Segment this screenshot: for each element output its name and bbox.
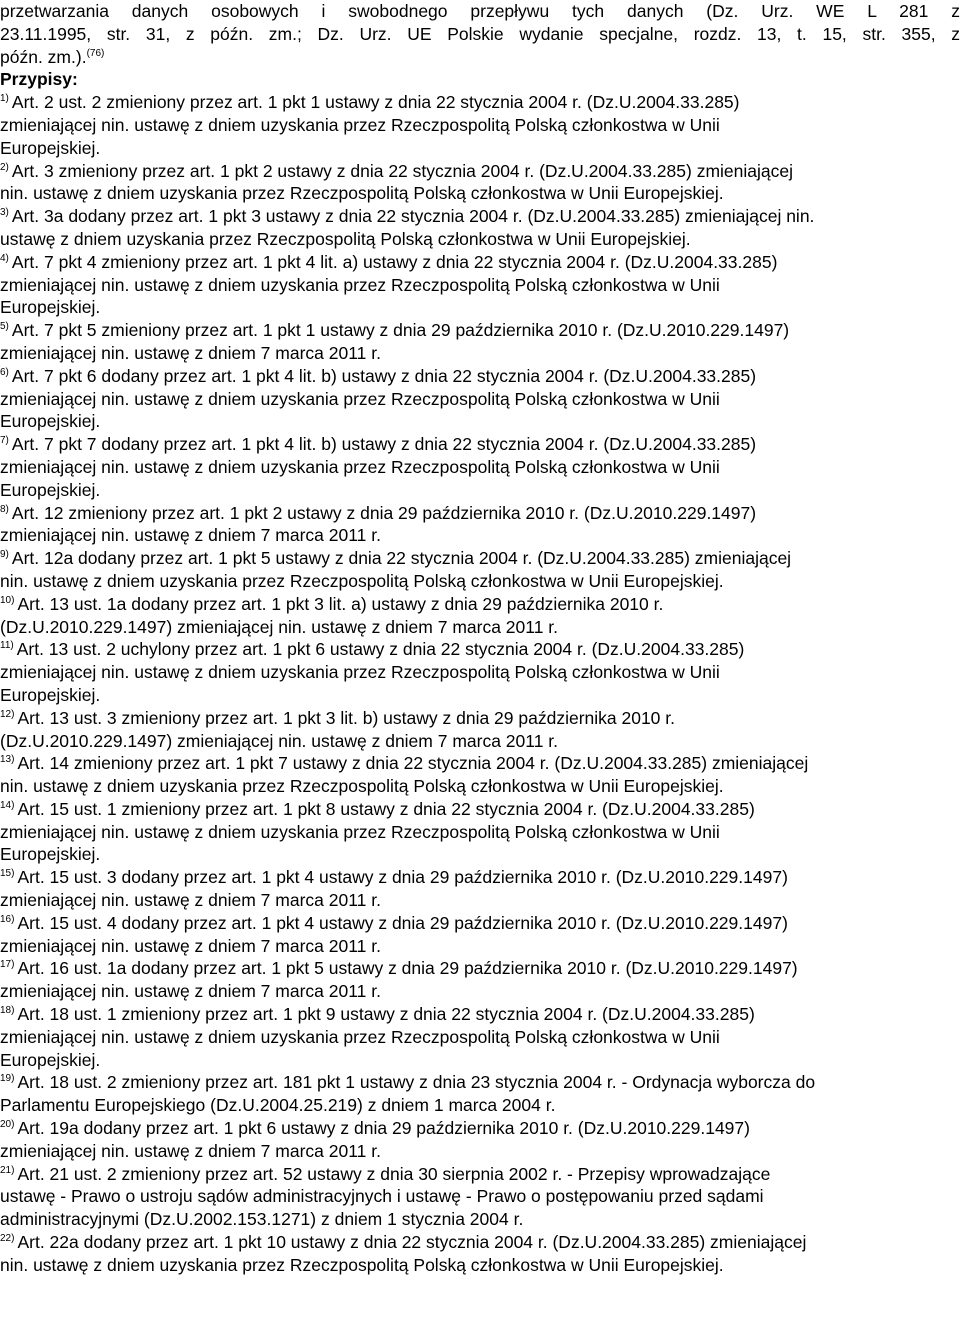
footnote-item xyxy=(0,251,960,319)
footnote-line xyxy=(0,821,960,844)
footnote-text: nin. ustawę z dniem uzyskania przez Rzeczpospolitą Polską członkostwa w Unii Europejskiej. xyxy=(0,1254,724,1275)
footnote-item xyxy=(0,91,960,159)
footnote-item xyxy=(0,1231,960,1277)
footnote-line xyxy=(0,251,960,274)
footnote-text: zmieniającej nin. ustawę z dniem 7 marca 2011 r. xyxy=(0,890,381,911)
footnote-text: nin. ustawę z dniem uzyskania przez Rzeczpospolitą Polską członkostwa w Unii Europejskiej. xyxy=(0,183,724,204)
footnote-line xyxy=(0,1231,960,1254)
footnote-line xyxy=(0,1026,960,1049)
footnote-text: nin. ustawę z dniem uzyskania przez Rzeczpospolitą Polską członkostwa w Unii Europejskiej. xyxy=(0,776,724,797)
footnote-number: 2) xyxy=(0,161,9,173)
footnote-text: zmieniającej nin. ustawę z dniem 7 marca 2011 r. xyxy=(0,981,381,1002)
footnote-text: Art. 18 ust. 2 zmieniony przez art. 181 pkt 1 ustawy z dnia 23 stycznia 2004 r. - Ordynacja wyborcza do xyxy=(17,1072,816,1093)
footnote-line xyxy=(0,707,960,730)
footnote-line xyxy=(0,752,960,775)
footnote-line xyxy=(0,775,960,798)
intro-line-1: przetwarzania danych osobowych i swobodnego przepływu tych danych (Dz. Urz. WE L 281 z xyxy=(0,1,960,21)
footnote-line xyxy=(0,935,960,958)
footnote-line xyxy=(0,433,960,456)
footnote-item xyxy=(0,319,960,365)
footnote-text: Art. 22a dodany przez art. 1 pkt 10 ustawy z dnia 22 stycznia 2004 r. (Dz.U.2004.33.285) zmieniającej xyxy=(17,1232,807,1253)
footnote-text: Art. 3a dodany przez art. 1 pkt 3 ustawy z dnia 22 stycznia 2004 r. (Dz.U.2004.33.285) zmieniającej nin. xyxy=(11,206,815,227)
footnote-text: Art. 7 pkt 4 zmieniony przez art. 1 pkt 4 lit. a) ustawy z dnia 22 stycznia 2004 r. (Dz.U.2004.33.285) xyxy=(11,251,778,272)
footnote-text: zmieniającej nin. ustawę z dniem 7 marca 2011 r. xyxy=(0,935,381,956)
footnote-text: nin. ustawę z dniem uzyskania przez Rzeczpospolitą Polską członkostwa w Unii Europejskiej. xyxy=(0,570,724,591)
footnote-text: Art. 7 pkt 6 dodany przez art. 1 pkt 4 lit. b) ustawy z dnia 22 stycznia 2004 r. (Dz.U.2004.33.285) xyxy=(11,365,757,386)
footnote-text: Europejskiej. xyxy=(0,1049,101,1070)
footnote-text: zmieniającej nin. ustawę z dniem 7 marca 2011 r. xyxy=(0,342,381,363)
footnote-line xyxy=(0,274,960,297)
footnote-text: Art. 12a dodany przez art. 1 pkt 5 ustawy z dnia 22 stycznia 2004 r. (Dz.U.2004.33.285) zmieniającej xyxy=(11,548,792,569)
footnote-line xyxy=(0,319,960,342)
footnote-item xyxy=(0,866,960,912)
footnote-text: Art. 15 ust. 3 dodany przez art. 1 pkt 4 ustawy z dnia 29 października 2010 r. (Dz.U.2010.229.1497) xyxy=(17,867,788,888)
footnote-line xyxy=(0,410,960,433)
footnote-number: 20) xyxy=(0,1119,15,1131)
footnote-line xyxy=(0,730,960,753)
footnote-line xyxy=(0,388,960,411)
footnote-number: 18) xyxy=(0,1005,15,1017)
footnote-line xyxy=(0,1049,960,1072)
footnote-line xyxy=(0,1163,960,1186)
footnote-number: 19) xyxy=(0,1073,15,1085)
footnote-number: 14) xyxy=(0,799,15,811)
footnote-line xyxy=(0,502,960,525)
footnote-text: Art. 13 ust. 3 zmieniony przez art. 1 pkt 3 lit. b) ustawy z dnia 29 października 2010 r. xyxy=(17,707,676,728)
footnote-text: Art. 18 ust. 1 zmieniony przez art. 1 pkt 9 ustawy z dnia 22 stycznia 2004 r. (Dz.U.2004.33.285) xyxy=(17,1004,755,1025)
footnote-item xyxy=(0,798,960,866)
footnote-number: 17) xyxy=(0,959,15,971)
footnote-line xyxy=(0,365,960,388)
footnote-item xyxy=(0,1071,960,1117)
footnote-line xyxy=(0,616,960,639)
footnote-line xyxy=(0,456,960,479)
footnote-line xyxy=(0,114,960,137)
footnote-line xyxy=(0,182,960,205)
footnote-item xyxy=(0,160,960,206)
footnote-number: 3) xyxy=(0,207,9,219)
footnote-text: Art. 12 zmieniony przez art. 1 pkt 2 ustawy z dnia 29 października 2010 r. (Dz.U.2010.229.1497) xyxy=(11,502,757,523)
footnote-line xyxy=(0,980,960,1003)
footnote-item xyxy=(0,912,960,958)
footnote-item xyxy=(0,433,960,501)
footnote-line xyxy=(0,479,960,502)
footnote-text: Parlamentu Europejskiego (Dz.U.2004.25.219) z dniem 1 marca 2004 r. xyxy=(0,1095,556,1116)
footnote-text: zmieniającej nin. ustawę z dniem uzyskania przez Rzeczpospolitą Polską członkostwa w Unii xyxy=(0,1026,720,1047)
footnote-item xyxy=(0,1163,960,1231)
intro-line-2: 23.11.1995, str. 31, z późn. zm.; Dz. Urz. UE Polskie wydanie specjalne, rozdz. 13, t. 15, str. 355, z xyxy=(0,23,960,44)
footnote-text: ustawę - Prawo o ustroju sądów administracyjnych i ustawę - Prawo o postępowaniu przed sądami xyxy=(0,1186,764,1207)
footnote-number: 5) xyxy=(0,321,9,333)
footnote-text: Art. 16 ust. 1a dodany przez art. 1 pkt 5 ustawy z dnia 29 października 2010 r. (Dz.U.2010.229.1497) xyxy=(17,958,798,979)
footnote-line xyxy=(0,1185,960,1208)
footnote-text: zmieniającej nin. ustawę z dniem 7 marca 2011 r. xyxy=(0,525,381,546)
footnote-item xyxy=(0,957,960,1003)
footnote-number: 1) xyxy=(0,93,9,105)
footnote-text: Art. 14 zmieniony przez art. 1 pkt 7 ustawy z dnia 22 stycznia 2004 r. (Dz.U.2004.33.285) zmieniającej xyxy=(17,753,809,774)
footnote-text: zmieniającej nin. ustawę z dniem 7 marca 2011 r. xyxy=(0,1140,381,1161)
footnote-number: 22) xyxy=(0,1233,15,1245)
footnote-text: zmieniającej nin. ustawę z dniem uzyskania przez Rzeczpospolitą Polską członkostwa w Unii xyxy=(0,456,720,477)
footnote-line xyxy=(0,638,960,661)
footnote-line xyxy=(0,798,960,821)
footnote-item xyxy=(0,205,960,251)
footnote-line xyxy=(0,228,960,251)
footnote-number: 12) xyxy=(0,708,15,720)
footnote-item xyxy=(0,752,960,798)
footnote-text: Art. 19a dodany przez art. 1 pkt 6 ustawy z dnia 29 października 2010 r. (Dz.U.2010.229.1497) xyxy=(17,1118,750,1139)
footnote-line xyxy=(0,1003,960,1026)
footnote-text: Europejskiej. xyxy=(0,411,101,432)
footnote-line xyxy=(0,843,960,866)
footnote-line xyxy=(0,1254,960,1277)
footnote-line xyxy=(0,1071,960,1094)
footnote-item xyxy=(0,707,960,753)
footnote-text: zmieniającej nin. ustawę z dniem uzyskania przez Rzeczpospolitą Polską członkostwa w Unii xyxy=(0,114,720,135)
footnote-line xyxy=(0,684,960,707)
footnote-text: Art. 2 ust. 2 zmieniony przez art. 1 pkt 1 ustawy z dnia 22 stycznia 2004 r. (Dz.U.2004.33.285) xyxy=(11,92,740,113)
footnote-line xyxy=(0,524,960,547)
footnote-item xyxy=(0,638,960,706)
footnote-text: zmieniającej nin. ustawę z dniem uzyskania przez Rzeczpospolitą Polską członkostwa w Unii xyxy=(0,388,720,409)
footnote-text: Europejskiej. xyxy=(0,479,101,500)
footnote-number: 16) xyxy=(0,913,15,925)
footnote-number: 13) xyxy=(0,754,15,766)
footnote-line xyxy=(0,1117,960,1140)
footnotes-heading: Przypisy: xyxy=(0,69,78,90)
footnote-number: 6) xyxy=(0,366,9,378)
footnotes-list xyxy=(0,91,960,1276)
footnote-text: Art. 7 pkt 7 dodany przez art. 1 pkt 4 lit. b) ustawy z dnia 22 stycznia 2004 r. (Dz.U.2004.33.285) xyxy=(11,434,757,455)
footnote-line xyxy=(0,160,960,183)
footnote-text: zmieniającej nin. ustawę z dniem uzyskania przez Rzeczpospolitą Polską członkostwa w Unii xyxy=(0,274,720,295)
footnote-item xyxy=(0,1117,960,1163)
footnote-item xyxy=(0,593,960,639)
footnote-text: Europejskiej. xyxy=(0,844,101,865)
footnote-number: 10) xyxy=(0,594,15,606)
footnote-item xyxy=(0,502,960,548)
footnote-line xyxy=(0,957,960,980)
footnote-number: 8) xyxy=(0,503,9,515)
footnote-text: Europejskiej. xyxy=(0,297,101,318)
footnote-line xyxy=(0,866,960,889)
footnote-text: zmieniającej nin. ustawę z dniem uzyskania przez Rzeczpospolitą Polską członkostwa w Unii xyxy=(0,821,720,842)
footnote-line xyxy=(0,137,960,160)
footnote-number: 21) xyxy=(0,1164,15,1176)
footnote-number: 4) xyxy=(0,252,9,264)
footnote-line xyxy=(0,889,960,912)
footnote-text: zmieniającej nin. ustawę z dniem uzyskania przez Rzeczpospolitą Polską członkostwa w Unii xyxy=(0,662,720,683)
footnote-text: Art. 7 pkt 5 zmieniony przez art. 1 pkt 1 ustawy z dnia 29 października 2010 r. (Dz.U.2010.229.1497) xyxy=(11,320,790,341)
footnote-text: administracyjnymi (Dz.U.2002.153.1271) z dniem 1 stycznia 2004 r. xyxy=(0,1209,524,1230)
footnote-text: Europejskiej. xyxy=(0,137,101,158)
footnote-text: ustawę z dniem uzyskania przez Rzeczpospolitą Polską członkostwa w Unii Europejskiej. xyxy=(0,228,691,249)
footnote-text: (Dz.U.2010.229.1497) zmieniającej nin. ustawę z dniem 7 marca 2011 r. xyxy=(0,616,559,637)
footnote-text: Art. 3 zmieniony przez art. 1 pkt 2 ustawy z dnia 22 stycznia 2004 r. (Dz.U.2004.33.285) zmieniającej xyxy=(11,160,793,181)
footnote-text: Art. 13 ust. 2 uchylony przez art. 1 pkt 6 ustawy z dnia 22 stycznia 2004 r. (Dz.U.2004.33.285) xyxy=(16,639,745,660)
footnote-text: (Dz.U.2010.229.1497) zmieniającej nin. ustawę z dniem 7 marca 2011 r. xyxy=(0,730,559,751)
footnote-number: 9) xyxy=(0,549,9,561)
footnote-line xyxy=(0,547,960,570)
footnote-line xyxy=(0,661,960,684)
footnote-line xyxy=(0,593,960,616)
footnote-text: Art. 13 ust. 1a dodany przez art. 1 pkt 3 lit. a) ustawy z dnia 29 października 2010 r. xyxy=(17,593,664,614)
footnote-line xyxy=(0,205,960,228)
footnote-number: 7) xyxy=(0,435,9,447)
footnote-reference: (76) xyxy=(86,47,105,59)
footnote-number: 15) xyxy=(0,868,15,880)
footnote-line xyxy=(0,342,960,365)
footnote-line xyxy=(0,912,960,935)
footnote-line xyxy=(0,1094,960,1117)
intro-line-3-text: późn. zm.). xyxy=(0,46,87,67)
footnote-item xyxy=(0,365,960,433)
footnote-item xyxy=(0,1003,960,1071)
footnote-line xyxy=(0,91,960,114)
footnote-text: Art. 15 ust. 1 zmieniony przez art. 1 pkt 8 ustawy z dnia 22 stycznia 2004 r. (Dz.U.2004.33.285) xyxy=(17,798,755,819)
footnote-line xyxy=(0,296,960,319)
footnote-line xyxy=(0,570,960,593)
footnote-text: Europejskiej. xyxy=(0,684,101,705)
intro-line-3 xyxy=(0,46,960,69)
footnote-text: Art. 15 ust. 4 dodany przez art. 1 pkt 4 ustawy z dnia 29 października 2010 r. (Dz.U.2010.229.1497) xyxy=(17,912,788,933)
footnote-line xyxy=(0,1140,960,1163)
footnote-number: 11) xyxy=(0,640,14,652)
footnote-item xyxy=(0,547,960,593)
footnote-line xyxy=(0,1208,960,1231)
footnote-text: Art. 21 ust. 2 zmieniony przez art. 52 ustawy z dnia 30 sierpnia 2002 r. - Przepisy wprowadzające xyxy=(17,1163,771,1184)
